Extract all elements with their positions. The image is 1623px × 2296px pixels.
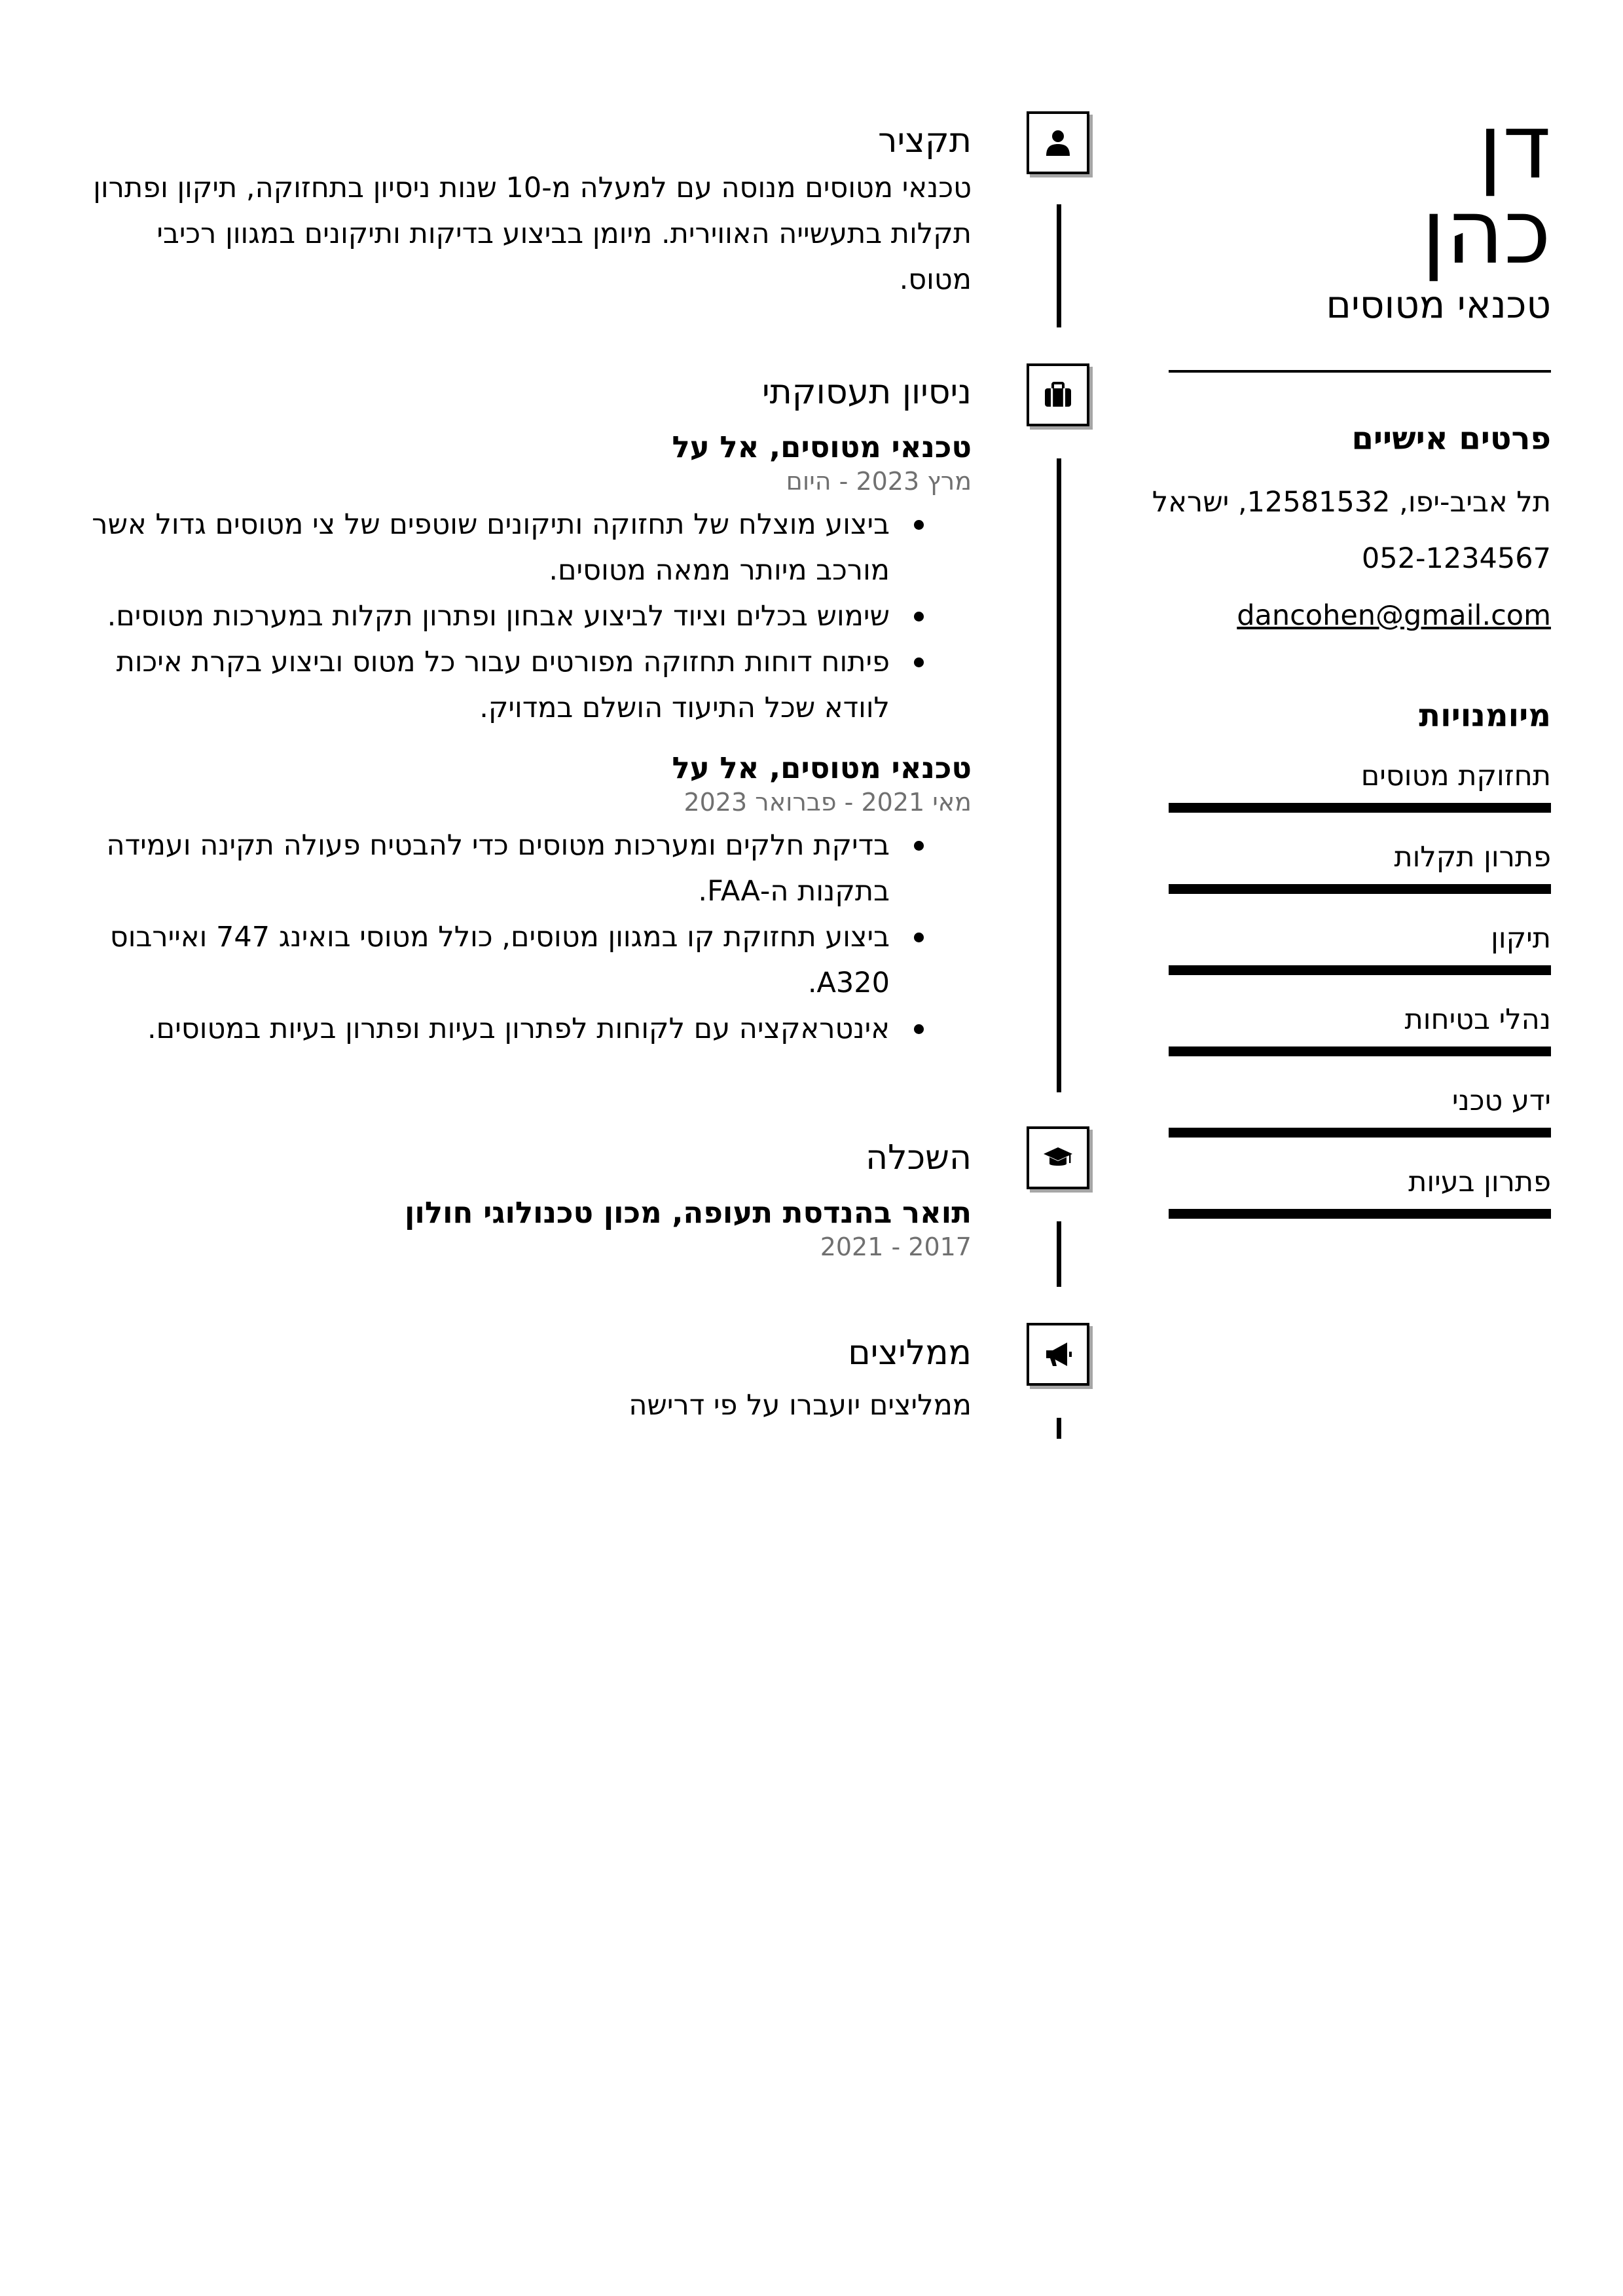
section-title: השכלה <box>866 1138 972 1177</box>
list-item: אינטראקציה עם לקוחות לפתרון בעיות ופתרון בעיות במטוסים. <box>88 1006 890 1052</box>
timeline-line <box>1057 458 1061 1092</box>
email-link[interactable]: dancohen@gmail.com <box>1237 599 1551 632</box>
phone: 052-1234567 <box>1361 542 1551 575</box>
skill-bar <box>1169 1046 1551 1056</box>
skill-item <box>1169 1164 1551 1219</box>
skill-item <box>1169 758 1551 813</box>
skill-bar <box>1169 884 1551 894</box>
briefcase-icon <box>1027 363 1089 426</box>
graduation-cap-icon <box>1027 1126 1089 1189</box>
skill-item <box>1169 1083 1551 1138</box>
job-title: טכנאי מטוסים, אל על <box>672 750 972 785</box>
skill-item <box>1169 840 1551 894</box>
job-title: טכנאי מטוסים <box>1326 282 1551 327</box>
summary-section <box>88 119 972 303</box>
list-item: פיתוח דוחות תחזוקה מפורטים עבור כל מטוס וביצוע בקרת איכות לוודא שכל התיעוד הושלם במדויק. <box>88 639 890 731</box>
skill-label: פתרון תקלות <box>1394 841 1551 874</box>
address: תל אביב-יפו, 12581532, ישראל <box>1152 486 1551 519</box>
timeline-line <box>1057 1418 1061 1439</box>
skill-bar <box>1169 803 1551 813</box>
job-dates: מרץ 2023 - היום <box>786 467 972 496</box>
skill-label: תיקון <box>1491 922 1551 955</box>
job-dates: מאי 2021 - פברואר 2023 <box>684 788 972 817</box>
first-name: דן <box>1478 96 1551 199</box>
timeline-line <box>1057 1221 1061 1287</box>
list-item: ביצוע תחזוקת קו במגוון מטוסים, כולל מטוסי בואינג 747 ואיירבוס A320. <box>88 914 890 1006</box>
degree-title: תואר בהנדסת תעופה, מכון טכנולוגי חולון <box>404 1195 972 1230</box>
skill-label: נהלי בטיחות <box>1404 1003 1551 1036</box>
job-title: טכנאי מטוסים, אל על <box>672 430 972 464</box>
list-item: בדיקת חלקים ומערכות מטוסים כדי להבטיח פעולה תקינה ועמידה בתקנות ה-FAA. <box>88 823 890 914</box>
list-item: ביצוע מוצלח של תחזוקה ותיקונים שוטפים של צי מטוסים גדול אשר מורכב מיותר ממאה מטוסים. <box>88 502 890 593</box>
references-section <box>88 1331 972 1428</box>
skills-heading: מיומנויות <box>1419 697 1551 734</box>
job-bullets <box>88 502 972 731</box>
experience-section <box>88 371 972 1052</box>
megaphone-icon <box>1027 1323 1089 1386</box>
skill-item <box>1169 921 1551 975</box>
education-section <box>88 1136 972 1262</box>
skill-label: פתרון בעיות <box>1408 1166 1551 1198</box>
skill-bar <box>1169 965 1551 975</box>
job-entry <box>88 428 972 731</box>
job-entry <box>88 749 972 1052</box>
skill-item <box>1169 1002 1551 1056</box>
person-icon <box>1027 111 1089 174</box>
summary-text: טכנאי מטוסים מנוסה עם למעלה מ-10 שנות ניסיון בתחזוקה, תיקון ופתרון תקלות בתעשייה האווירית. מיומן בביצוע בדיקות ותיקונים במגוון רכיבי מטוס. <box>93 172 972 296</box>
list-item: שימוש בכלים וציוד לביצוע אבחון ופתרון תקלות במערכות מטוסים. <box>88 593 890 639</box>
section-title: תקציר <box>878 121 972 160</box>
skill-bar <box>1169 1128 1551 1138</box>
education-dates: 2017 - 2021 <box>820 1232 972 1261</box>
section-title: ממליצים <box>848 1333 972 1373</box>
last-name: כהן <box>1421 181 1551 284</box>
skill-label: תחזוקת מטוסים <box>1360 760 1551 792</box>
references-text: ממליצים יועברו על פי דרישה <box>629 1389 972 1422</box>
skill-label: ידע טכני <box>1451 1084 1551 1117</box>
sidebar-divider <box>1169 370 1551 373</box>
section-title: ניסיון תעסוקתי <box>761 373 972 412</box>
skill-bar <box>1169 1209 1551 1219</box>
job-bullets <box>88 823 972 1052</box>
timeline-line <box>1057 204 1061 327</box>
personal-details-heading: פרטים אישיים <box>1351 420 1551 457</box>
